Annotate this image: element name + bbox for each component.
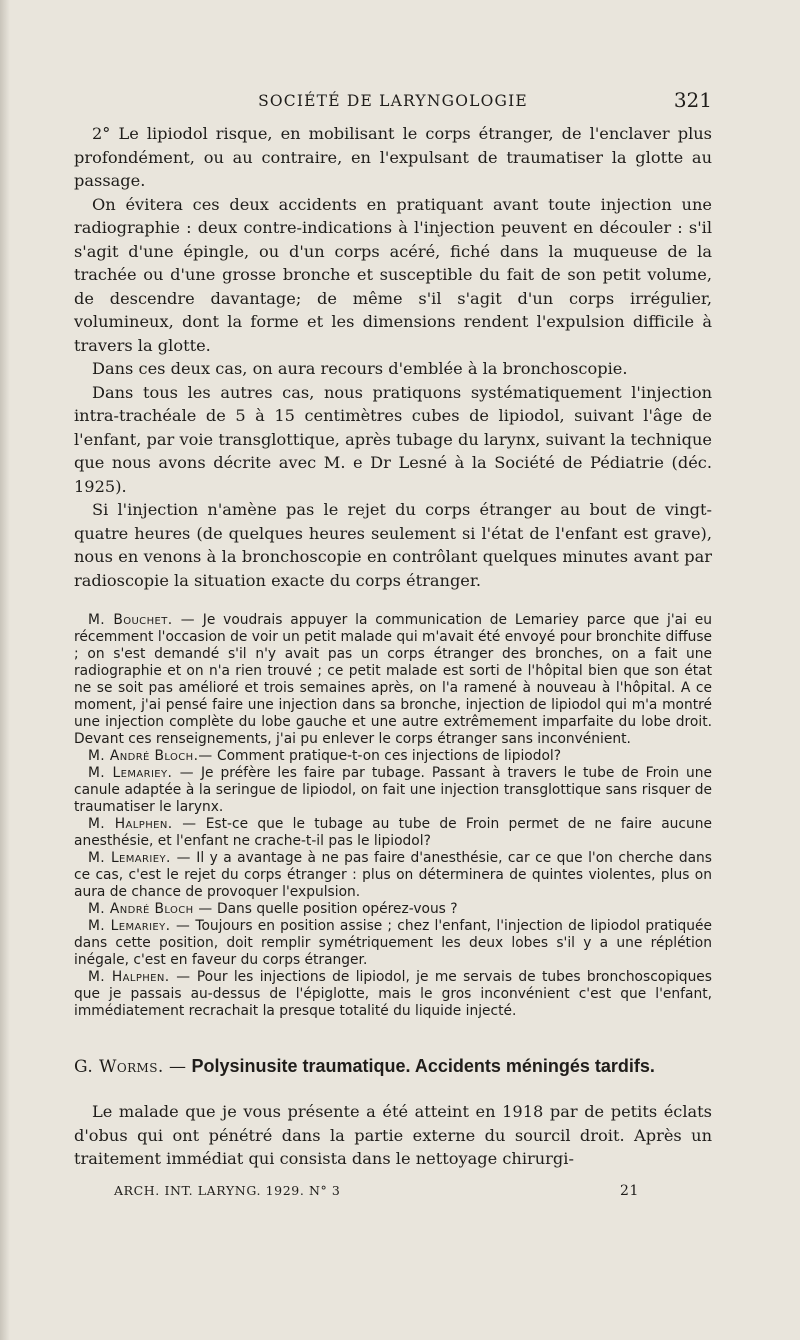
discussion-entry — [74, 901, 712, 918]
speaker-name: M. André Bloch — — [88, 901, 213, 917]
heading-dash: — — [163, 1057, 192, 1077]
speaker-text: Comment pratique-t-on ces injections de lipiodol? — [212, 748, 562, 764]
journal-reference: ARCH. INT. LARYNG. 1929. N° 3 — [114, 1182, 341, 1198]
discussion-entry — [74, 816, 712, 850]
speaker-name: M. Lemariey. — — [88, 765, 194, 781]
speaker-name: M. Halphen. — — [88, 816, 197, 832]
discussion-entry — [74, 969, 712, 1020]
speaker-text: Toujours en position assise ; chez l'enfant, l'injection de lipiodol pratiquée dans cette position, doit remplir symétriquement les deux lobes s'il y a une réplétion inégale, c'est en faveur du corps étranger. — [74, 918, 712, 968]
speaker-text: Pour les injections de lipiodol, je me servais de tubes bronchoscopiques que je passais au-dessus de l'épiglotte, mais le gros inconvénient c'est que l'enfant, immédiatement recrachait la presque totalité du liquide injecté. — [74, 969, 712, 1019]
paragraph: 2° Le lipiodol risque, en mobilisant le corps étranger, de l'enclaver plus profondément, ou au contraire, en l'expulsant de traumatiser la glotte au passage. — [74, 124, 712, 190]
discussion-entry — [74, 748, 712, 765]
speaker-name: M. Halphen. — — [88, 969, 191, 985]
discussion-entry — [74, 918, 712, 969]
page-footer — [74, 1183, 712, 1203]
speaker-name: M. André Bloch.— — [88, 748, 213, 764]
discussion-entry — [74, 612, 712, 748]
discussion-entry — [74, 850, 712, 901]
paragraph: Le malade que je vous présente a été atteint en 1918 par de petits éclats d'obus qui ont pénétré dans la partie externe du sourcil droit. Après un traitement immédiat qui consista dans le nettoyage chirurgi- — [74, 1102, 712, 1168]
speaker-name: M. Bouchet. — — [88, 612, 195, 628]
journal-page — [74, 86, 712, 1203]
page-number: 321 — [673, 88, 712, 112]
paragraph: On évitera ces deux accidents en pratiquant avant toute injection une radiographie : deux contre-indications à l'injection peuvent en découler : s'il s'agit d'une épingle, ou d'un corps acéré, fiché dans la muqueuse de la trachée ou d'une grosse bronche et susceptible du fait de son petit volume, de descendre davantage; de même s'il s'agit d'un corps irrégulier, volumineux, dont la forme et les dimensions rendent l'expulsion difficile à travers la glotte. — [74, 194, 712, 355]
main-text — [74, 122, 712, 592]
speaker-text: Dans quelle position opérez-vous ? — [212, 901, 458, 917]
discussion-entry — [74, 765, 712, 816]
paragraph: Dans tous les autres cas, nous pratiquons systématiquement l'injection intra-trachéale de 5 à 15 centimètres cubes de lipiodol, suivant l'âge de l'enfant, par voie transglottique, après tubage du larynx, suivant la technique que nous avons décrite avec M. e Dr Lesné à la Société de Pédiatrie (déc. 1925). — [74, 382, 712, 496]
paragraph: Si l'injection n'amène pas le rejet du corps étranger au bout de vingt-quatre heures (de quelques heures seulement si l'état de l'enfant est grave), nous en venons à la bronchoscopie en contrôlant quelques minutes avant par radioscopie la situation exacte du corps étranger. — [74, 500, 712, 590]
article-title: Polysinusite traumatique. Accidents méningés tardifs. — [191, 1056, 655, 1076]
article-heading — [74, 1056, 712, 1078]
speaker-name: M. Lemariey. — — [88, 850, 191, 866]
article-author: G. Worms. — [74, 1057, 164, 1077]
paragraph: Dans ces deux cas, on aura recours d'emblée à la bronchoscopie. — [92, 359, 628, 378]
speaker-text: Je voudrais appuyer la communication de Lemariey parce que j'ai eu récemment l'occasion de voir un petit malade qui m'avait été envoyé pour bronchite diffuse ; on s'est demandé s'il n'y avait pas un corps étranger des bronches, on a fait une radiographie et on n'a rien trouvé ; ce petit malade est sorti de l'hôpital bien que son état ne se soit pas amélioré et trois semaines après, on l'a ramené à nouveau à l'hôpital. A ce moment, j'ai pensé faire une injection dans sa bronche, injection de lipiodol qui m'a montré une injection complète du lobe gauche et une autre extrêmement imparfaite du lobe droit. Devant ces renseignements, j'ai pu enlever le corps étranger sans inconvénient. — [74, 612, 713, 747]
article-body — [74, 1100, 712, 1171]
running-title: SOCIÉTÉ DE LARYNGOLOGIE — [258, 92, 528, 110]
discussion-section — [74, 612, 712, 1020]
speaker-text: Est-ce que le tubage au tube de Froin permet de ne faire aucune anesthésie, et l'enfant ne crache-t-il pas le lipiodol? — [74, 816, 712, 849]
speaker-name: M. Lemariey. — — [88, 918, 191, 934]
signature-mark: 21 — [620, 1182, 640, 1199]
page-spine-shadow — [0, 0, 10, 1340]
speaker-text: Il y a avantage à ne pas faire d'anesthésie, car ce que l'on cherche dans ce cas, c'est le rejet du corps étranger : plus on déterminera de quintes violentes, plus on aura de chance de provoquer l'expulsion. — [74, 850, 712, 900]
page-header — [74, 86, 712, 122]
speaker-text: Je préfère les faire par tubage. Passant à travers le tube de Froin une canule adaptée à la seringue de lipiodol, on fait une injection transglottique sans risquer de traumatiser le larynx. — [74, 765, 712, 815]
